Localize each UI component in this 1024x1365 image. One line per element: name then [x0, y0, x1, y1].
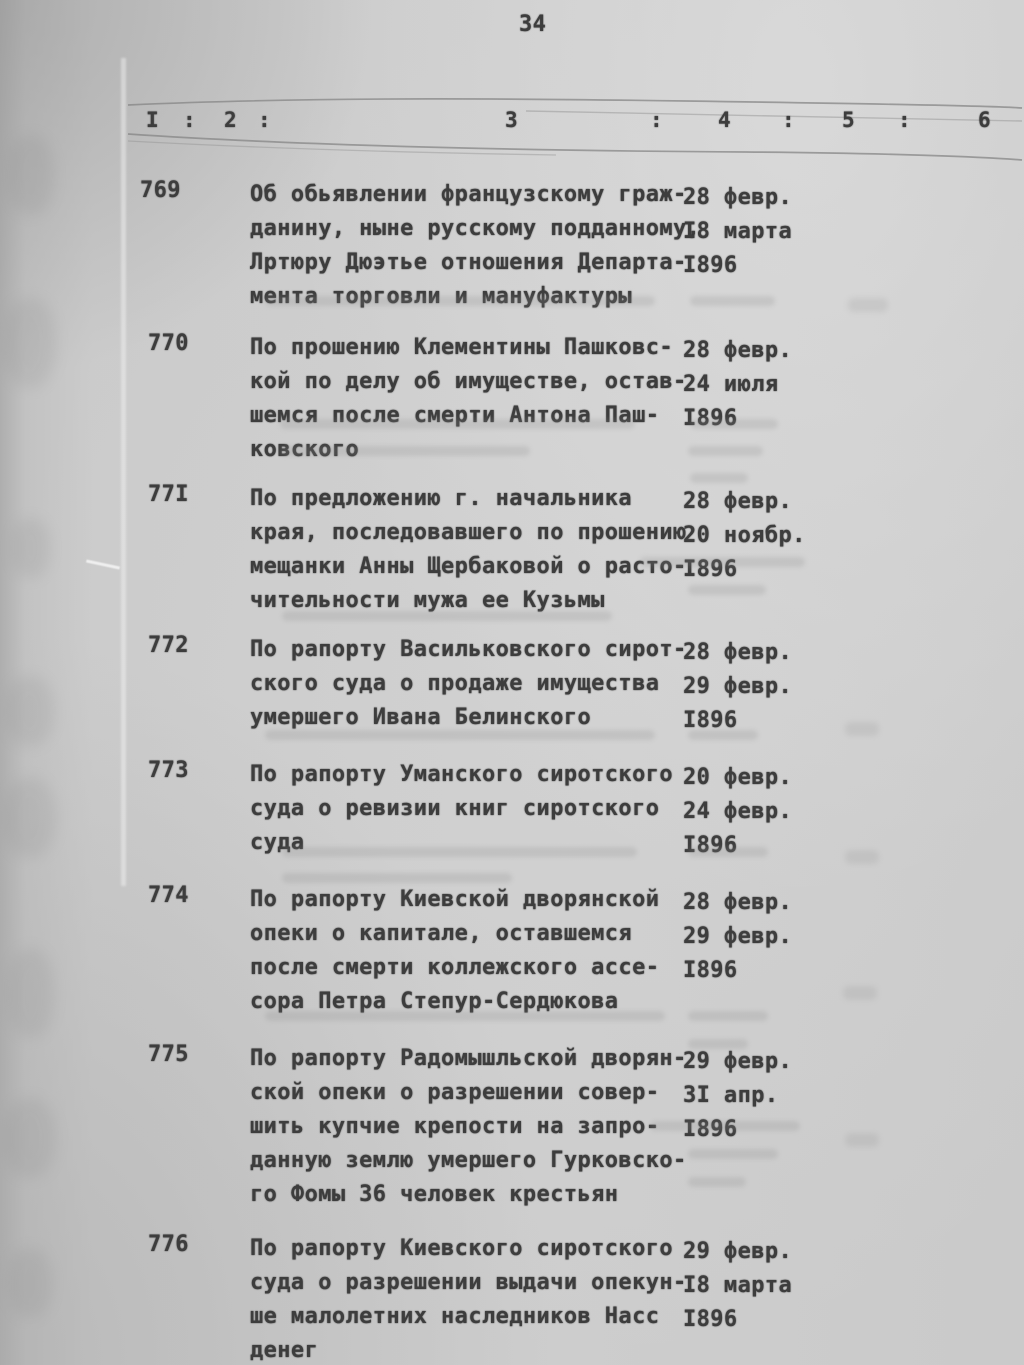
- bleedthrough-mark: [690, 296, 775, 306]
- header-col-6: 6: [978, 108, 992, 132]
- margin-smudge: [12, 518, 50, 578]
- entry-number: 77I: [148, 482, 189, 507]
- entry-date: 3I апр.: [683, 1083, 779, 1108]
- entry-dates: [683, 1235, 792, 1337]
- margin-smudge: [8, 135, 54, 215]
- entry-date: 28 февр.: [683, 640, 793, 665]
- entry-dates: [683, 886, 792, 988]
- header-col-3: 3: [505, 108, 519, 132]
- entry-line: суда о ревизии книг сиротского: [250, 796, 660, 821]
- entry-line: ше малолетних наследников Насс: [250, 1304, 660, 1329]
- entry-line: суда: [250, 830, 305, 855]
- bleedthrough-mark: [640, 557, 805, 567]
- entry-date: 28 февр.: [683, 890, 793, 915]
- header-colon: :: [183, 108, 197, 132]
- entry-number: 776: [148, 1232, 189, 1257]
- entry-line: умершего Ивана Белинского: [250, 705, 592, 730]
- bleedthrough-mark: [650, 1121, 800, 1131]
- entry-line: кой по делу об имуществе, остав-: [250, 369, 687, 394]
- entry-date: 29 февр.: [683, 674, 793, 699]
- entry-line: денег: [250, 1338, 319, 1363]
- margin-smudge: [6, 676, 54, 746]
- bleedthrough-mark: [688, 585, 766, 595]
- entry-line: мента торговли и мануфактуры: [250, 284, 633, 309]
- margin-smudge: [4, 1098, 56, 1178]
- entry-line: ской опеки о разрешении совер-: [250, 1080, 660, 1105]
- entry-date: 28 февр.: [683, 338, 793, 363]
- entry-date: I896: [683, 1307, 738, 1332]
- bleedthrough-number: [845, 722, 879, 736]
- bleedthrough-mark: [688, 1149, 778, 1159]
- entry-line: суда о разрешении выдачи опекун-: [250, 1270, 687, 1295]
- entry-number: 773: [148, 758, 189, 783]
- entry-line: По рапорту Киевского сиротского: [250, 1236, 673, 1261]
- entry-date: 20 февр.: [683, 765, 793, 790]
- entry-description: [250, 758, 673, 860]
- bleedthrough-number: [845, 1133, 879, 1147]
- entry-description: [250, 482, 687, 618]
- entry-line: Лртюру Дюэтье отношения Департа-: [250, 250, 687, 275]
- entry-date: I896: [683, 833, 738, 858]
- entry-date: 29 февр.: [683, 924, 793, 949]
- entry-line: после смерти коллежского ассе-: [250, 955, 660, 980]
- entry-date: I896: [683, 253, 738, 278]
- entry-date: I896: [683, 406, 738, 431]
- entry-dates: [683, 636, 792, 738]
- entry-date: 24 февр.: [683, 799, 793, 824]
- entry-date: I8 марта: [683, 219, 793, 244]
- entry-line: го Фомы 36 человек крестьян: [250, 1182, 619, 1207]
- entry-line: По рапорту Васильковского сирот-: [250, 637, 687, 662]
- bleedthrough-number: [843, 986, 877, 1000]
- entry-line: данную землю умершего Гурковско-: [250, 1148, 687, 1173]
- bleedthrough-mark: [688, 730, 758, 740]
- entry-line: ского суда о продаже имущества: [250, 671, 660, 696]
- entry-line: По рапорту Киевской дворянской: [250, 887, 660, 912]
- entry-line: шить купчие крепости на запро-: [250, 1114, 660, 1139]
- entry-date: I896: [683, 708, 738, 733]
- entry-line: По прошению Клементины Пашковс-: [250, 335, 673, 360]
- entry-number: 772: [148, 633, 189, 658]
- bleedthrough-mark: [282, 611, 612, 621]
- entry-number: 770: [148, 331, 189, 356]
- bleedthrough-mark: [265, 730, 655, 740]
- entry-date: 24 июля: [683, 372, 779, 397]
- bleedthrough-mark: [282, 847, 637, 857]
- bleedthrough-number: [845, 850, 879, 864]
- bleedthrough-mark: [688, 1011, 768, 1021]
- entry-date: I896: [683, 557, 738, 582]
- header-colon: :: [898, 108, 912, 132]
- entry-date: 28 февр.: [683, 489, 793, 514]
- entry-line: ковского: [250, 437, 360, 462]
- bleedthrough-mark: [688, 847, 768, 857]
- entry-line: мещанки Анны Щербаковой о расто-: [250, 554, 687, 579]
- paper-crease: [86, 559, 120, 569]
- entry-number: 775: [148, 1042, 189, 1067]
- page-number: 34: [519, 12, 547, 37]
- bleedthrough-mark: [688, 1177, 746, 1187]
- entry-dates: [683, 485, 806, 587]
- entry-line: шемся после смерти Антона Паш-: [250, 403, 660, 428]
- entry-description: [250, 1042, 687, 1212]
- page-edge-highlight: [121, 58, 126, 886]
- margin-smudge: [4, 778, 56, 858]
- entry-date: 28 февр.: [683, 185, 793, 210]
- bleedthrough-mark: [690, 473, 748, 483]
- entry-number: 769: [140, 178, 181, 203]
- margin-smudge: [8, 1248, 52, 1318]
- entry-line: края, последовавшего по прошению: [250, 520, 687, 545]
- entry-line: По предложению г. начальника: [250, 486, 633, 511]
- entry-date: I8 марта: [683, 1273, 793, 1298]
- entry-date: 29 февр.: [683, 1049, 793, 1074]
- bleedthrough-mark: [688, 446, 763, 456]
- entry-line: чительности мужа ее Кузьмы: [250, 588, 605, 613]
- entry-line: По рапорту Радомышльской дворян-: [250, 1046, 687, 1071]
- header-col-5: 5: [842, 108, 856, 132]
- header-colon: :: [258, 108, 272, 132]
- header-col-4: 4: [718, 108, 732, 132]
- bleedthrough-mark: [265, 1011, 665, 1021]
- entry-line: данину, ныне русскому подданному,: [250, 216, 701, 241]
- entry-line: сора Петра Степур-Сердюкова: [250, 989, 619, 1014]
- bleedthrough-mark: [265, 296, 655, 306]
- margin-smudge: [8, 948, 54, 1038]
- entry-dates: [683, 181, 792, 283]
- entry-description: [250, 883, 659, 1019]
- entry-description: [250, 1232, 687, 1365]
- entry-date: I896: [683, 958, 738, 983]
- entry-date: 29 февр.: [683, 1239, 793, 1264]
- entry-description: [250, 178, 700, 314]
- entry-description: [250, 633, 687, 735]
- bleedthrough-number: [848, 298, 888, 312]
- entry-date: I896: [683, 1117, 738, 1142]
- bleedthrough-mark: [688, 1039, 748, 1049]
- bleedthrough-mark: [280, 446, 530, 456]
- header-colon: :: [782, 108, 796, 132]
- entry-date: 20 ноябр.: [683, 523, 806, 548]
- entry-line: Об обьявлении французскому граж-: [250, 182, 687, 207]
- entry-number: 774: [148, 883, 189, 908]
- header-colon: :: [650, 108, 664, 132]
- margin-smudge: [4, 298, 56, 388]
- entry-dates: [683, 1045, 792, 1147]
- entry-line: По рапорту Уманского сиротского: [250, 762, 673, 787]
- header-col-2: 2: [224, 108, 238, 132]
- bleedthrough-mark: [690, 419, 778, 429]
- bleedthrough-mark: [282, 873, 512, 883]
- header-col-1: I: [146, 108, 160, 132]
- entry-line: опеки о капитале, оставшемся: [250, 921, 633, 946]
- bleedthrough-mark: [280, 419, 635, 429]
